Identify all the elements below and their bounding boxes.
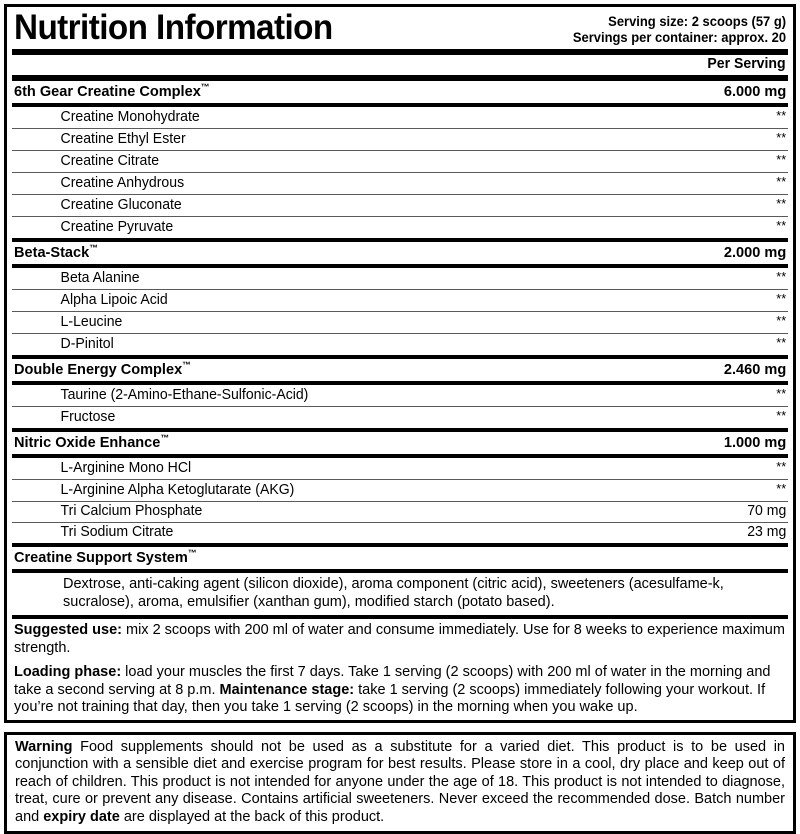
- ingredient-row: [7, 217, 793, 238]
- group-name: Beta-Stack™: [14, 244, 98, 261]
- ingredient-name: L-Arginine Mono HCl: [14, 460, 191, 477]
- ingredient-name: Creatine Monohydrate: [14, 109, 200, 126]
- ingredient-amount: **: [776, 107, 786, 124]
- group-amount: 2.460 mg: [724, 361, 786, 378]
- ingredient-amount: 23 mg: [747, 524, 786, 541]
- group-header-row: [7, 359, 793, 381]
- amount-column-header-row: [7, 55, 793, 75]
- group-name: Creatine Support System™: [14, 549, 197, 566]
- serving-info: [573, 9, 786, 45]
- ingredient-name: Creatine Ethyl Ester: [14, 131, 186, 148]
- ingredient-row: [7, 458, 793, 479]
- group-header-row: [7, 432, 793, 454]
- ingredient-name: L-Arginine Alpha Ketoglutarate (AKG): [14, 482, 294, 499]
- group-amount: 1.000 mg: [724, 434, 786, 451]
- ingredient-name: Taurine (2-Amino-Ethane-Sulfonic-Acid): [14, 387, 308, 404]
- loading-phase-text: load your muscles the first 7 days. Take 1 serving (2 scoops) with 200 ml of water in the morning and take a second serving at 8 p.m.: [14, 664, 770, 698]
- ingredient-amount: **: [776, 480, 786, 497]
- ingredient-amount: **: [776, 129, 786, 146]
- maintenance-stage-label: Maintenance stage:: [220, 682, 355, 698]
- ingredient-name: Fructose: [14, 409, 115, 426]
- warning-text-part2: are displayed at the back of this product.: [120, 809, 384, 825]
- ingredient-row: [7, 195, 793, 216]
- group-header-row: [7, 547, 793, 569]
- ingredient-row: [7, 407, 793, 428]
- ingredient-amount: **: [776, 151, 786, 168]
- ingredient-row: [7, 312, 793, 333]
- ingredient-amount: **: [776, 385, 786, 402]
- ingredient-name: Tri Sodium Citrate: [14, 524, 173, 541]
- ingredient-amount: **: [776, 458, 786, 475]
- group-amount: 2.000 mg: [724, 244, 786, 261]
- ingredient-amount: **: [776, 334, 786, 351]
- support-system-ingredients: Dextrose, anti-caking agent (silicon dioxide), aroma component (citric acid), sweeteners (acesulfame-k, sucralose), aroma, emulsifier (xanthan gum), modified starch (potato based).: [7, 573, 793, 615]
- ingredient-amount: **: [776, 312, 786, 329]
- suggested-use-label: Suggested use:: [14, 622, 122, 638]
- ingredient-row: [7, 334, 793, 355]
- ingredient-row: [7, 523, 793, 543]
- warning-label: Warning: [15, 739, 72, 755]
- ingredient-name: Beta Alanine: [14, 270, 140, 287]
- suggested-use-text: mix 2 scoops with 200 ml of water and consume immediately. Use for 8 weeks to experience maximum strength.: [14, 622, 785, 656]
- group-name: 6th Gear Creatine Complex™: [14, 83, 210, 100]
- group-header-row: [7, 81, 793, 103]
- warning-box: [4, 732, 796, 834]
- ingredient-row: [7, 151, 793, 172]
- serving-size: Serving size: 2 scoops (57 g): [573, 14, 786, 30]
- ingredient-name: Creatine Gluconate: [14, 197, 182, 214]
- ingredient-name: D-Pinitol: [14, 336, 114, 353]
- ingredient-name: L-Leucine: [14, 314, 122, 331]
- ingredient-row: [7, 129, 793, 150]
- group-amount: 6.000 mg: [724, 83, 786, 100]
- ingredient-groups: [7, 81, 793, 547]
- ingredient-amount: **: [776, 268, 786, 285]
- group-header-row: [7, 242, 793, 264]
- ingredient-row: [7, 290, 793, 311]
- ingredient-name: Alpha Lipoic Acid: [14, 292, 168, 309]
- ingredient-row: [7, 480, 793, 501]
- ingredient-row: [7, 173, 793, 194]
- ingredient-amount: **: [776, 407, 786, 424]
- ingredient-name: Creatine Pyruvate: [14, 219, 173, 236]
- group-name: Nitric Oxide Enhance™: [14, 434, 169, 451]
- expiry-date-emphasis: expiry date: [43, 809, 120, 825]
- ingredient-name: Tri Calcium Phosphate: [14, 503, 202, 520]
- ingredient-name: Creatine Citrate: [14, 153, 159, 170]
- ingredient-amount: **: [776, 217, 786, 234]
- ingredient-row: [7, 502, 793, 522]
- suggested-use: [7, 619, 793, 660]
- ingredient-amount: **: [776, 173, 786, 190]
- maintenance-stage-text: take 1 serving (2 scoops) immediately following your workout. If you’re not training that day, then you take 1 serving (2 scoops) in the morning when you wake up.: [14, 682, 765, 716]
- group-name: Double Energy Complex™: [14, 361, 191, 378]
- ingredient-row: [7, 107, 793, 128]
- warning-text-part1: Food supplements should not be used as a substitute for a varied diet. This product is to be used in conjunction with a sensible diet and exercise program for best results. Please store in a cool, dry place and keep out of reach of children. This product is not intended for anyone under the age of 18. This product is not intended to diagnose, treat, cure or prevent any disease. Contains artificial sweeteners. Never exceed the recommended dose. Batch number and: [15, 739, 785, 825]
- ingredient-name: Creatine Anhydrous: [14, 175, 184, 192]
- label-header: [7, 7, 793, 49]
- loading-phase-label: Loading phase:: [14, 664, 121, 680]
- ingredient-row: [7, 385, 793, 406]
- ingredient-amount: **: [776, 290, 786, 307]
- panel-gap: [4, 723, 796, 732]
- dosing-instructions: [7, 661, 793, 720]
- ingredient-amount: **: [776, 195, 786, 212]
- amount-column-header: Per Serving: [708, 56, 786, 73]
- ingredient-row: [7, 268, 793, 289]
- nutrition-panel: [4, 4, 796, 723]
- page-title: Nutrition Information: [14, 9, 333, 47]
- ingredient-amount: 70 mg: [747, 503, 786, 520]
- servings-per-container: Servings per container: approx. 20: [573, 30, 786, 46]
